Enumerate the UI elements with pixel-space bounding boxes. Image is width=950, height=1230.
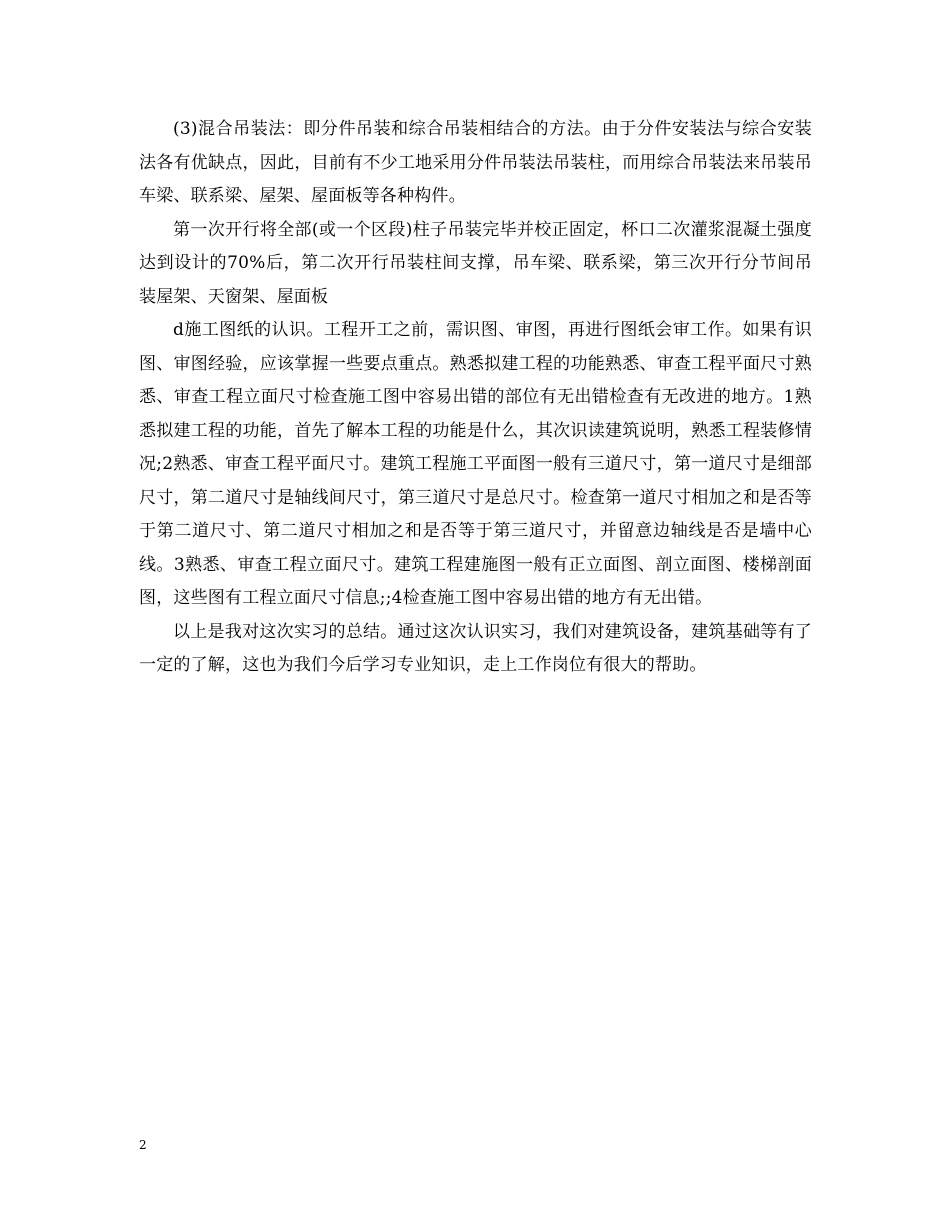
paragraph-hybrid-hoisting: (3)混合吊装法：即分件吊装和综合吊装相结合的方法。由于分件安装法与综合安装法各有优缺点，因此，目前有不少工地采用分件吊装法吊装柱，而用综合吊装法来吊装吊车梁、联系梁、屋架、屋面板等各种构件。 (139, 119, 812, 206)
page-number: 2 (139, 1138, 147, 1152)
paragraph-hoisting-sequence: 第一次开行将全部(或一个区段)柱子吊装完毕并校正固定，杯口二次灌浆混凝土强度达到设计的70%后，第二次开行吊装柱间支撑，吊车梁、联系梁，第三次开行分节间吊装屋架、天窗架、屋面板 (139, 219, 812, 307)
paragraph-summary: 以上是我对这次实习的总结。通过这次认识实习，我们对建筑设备，建筑基础等有了一定的了解，这也为我们今后学习专业知识，走上工作岗位有很大的帮助。 (139, 621, 812, 675)
page-body (139, 113, 812, 683)
paragraph-drawing-review: d施工图纸的认识。工程开工之前，需识图、审图，再进行图纸会审工作。如果有识图、审图经验，应该掌握一些要点重点。熟悉拟建工程的功能熟悉、审查工程平面尺寸熟悉、审查工程立面尺寸检查施工图中容易出错的部位有无出错检查有无改进的地方。1熟悉拟建工程的功能，首先了解本工程的功能是什么，其次识读建筑说明，熟悉工程装修情况;2熟悉、审查工程平面尺寸。建筑工程施工平面图一般有三道尺寸，第一道尺寸是细部尺寸，第二道尺寸是轴线间尺寸，第三道尺寸是总尺寸。检查第一道尺寸相加之和是否等于第二道尺寸、第二道尺寸相加之和是否等于第三道尺寸，并留意边轴线是否是墙中心线。3熟悉、审查工程立面尺寸。建筑工程建施图一般有正立面图、剖立面图、楼梯剖面图，这些图有工程立面尺寸信息;;4检查施工图中容易出错的地方有无出错。 (139, 320, 812, 608)
